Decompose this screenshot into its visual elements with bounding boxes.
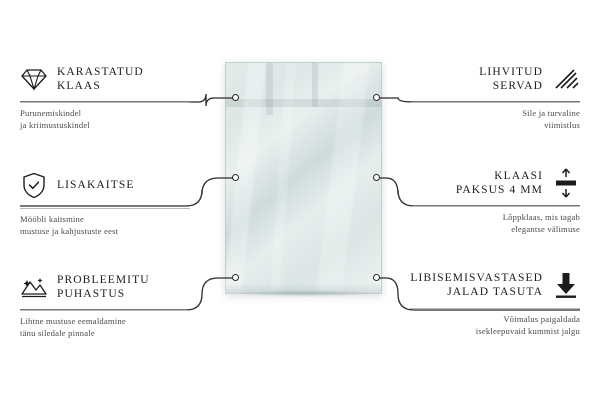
feature-title — [410, 271, 543, 299]
node-dot-karastatud-klaas — [232, 94, 239, 101]
feature-title-line1: LISAKAITSE — [57, 179, 135, 191]
feature-divider — [20, 102, 190, 103]
feature-description — [20, 214, 190, 237]
feature-desc-line2: isekleepuvaid kummist jalgu — [475, 325, 580, 336]
feature-desc-line1: Purunemiskindel — [20, 108, 82, 118]
node-dot-klaasi-paksus — [373, 174, 380, 181]
feature-header — [410, 62, 580, 96]
feature-desc-line2: elegantse välimuse — [511, 223, 580, 234]
feature-lihvitud-servad — [410, 62, 580, 131]
feature-desc-line1: Sile ja turvaline — [522, 108, 580, 118]
feature-header — [20, 270, 190, 304]
feature-title-line1: KARASTATUD — [57, 66, 144, 78]
feature-title-line1: LIBISEMISVASTASED — [410, 272, 543, 284]
feature-desc-line2: tänu siledale pinnale — [20, 327, 95, 338]
beveled-edge-icon — [552, 64, 580, 94]
node-dot-lihvitud-servad — [373, 94, 380, 101]
feature-header — [20, 168, 190, 202]
feature-divider — [410, 102, 580, 103]
feature-divider — [20, 208, 190, 209]
feature-title-line2: KLAAS — [57, 80, 101, 92]
feature-title-line1: PROBLEEMITU — [57, 274, 150, 286]
shield-icon — [20, 170, 48, 200]
feature-description — [20, 316, 190, 339]
feature-title — [456, 169, 543, 197]
sparkle-cloth-icon — [20, 272, 48, 302]
feature-divider — [410, 206, 580, 207]
product-glass-panel — [225, 62, 382, 294]
feature-description — [410, 314, 580, 337]
feature-title-line1: KLAASI — [494, 170, 543, 182]
feature-divider — [410, 308, 580, 309]
feature-header — [410, 166, 580, 200]
feature-title — [57, 178, 134, 192]
feature-desc-line2: ja kriimustuskindel — [20, 119, 90, 130]
feature-probleemitu-puhastus — [20, 270, 190, 339]
feature-description — [410, 212, 580, 235]
glass-streak-3 — [316, 63, 370, 293]
feature-description — [20, 108, 190, 131]
feature-description — [410, 108, 580, 131]
feature-karastatud-klaas — [20, 62, 190, 131]
node-dot-libisemisvastased-jalad — [373, 274, 380, 281]
feature-klaasi-paksus — [410, 166, 580, 235]
feature-desc-line1: Mööbli kaitsmine — [20, 214, 85, 224]
glass-streak-2 — [270, 63, 296, 293]
feature-header — [410, 268, 580, 302]
feature-desc-line1: Lõppklaas, mis tagab — [502, 212, 580, 222]
down-arrow-pad-icon — [552, 270, 580, 300]
feature-title — [57, 65, 144, 93]
node-dot-probleemitu-puhastus — [232, 274, 239, 281]
product-drop-shadow — [236, 290, 376, 297]
feature-header — [20, 62, 190, 96]
feature-title-line2: SERVAD — [492, 80, 543, 92]
feature-desc-line1: Võimalus paigaldada — [503, 314, 580, 324]
feature-desc-line1: Lihtne mustuse eemaldamine — [20, 316, 126, 326]
feature-title — [57, 273, 150, 301]
diamond-icon — [20, 64, 48, 94]
feature-libisemisvastased-jalad — [410, 268, 580, 337]
feature-title-line2: PUHASTUS — [57, 288, 126, 300]
feature-desc-line2: mustuse ja kahjustuste eest — [20, 225, 119, 236]
glass-streak-1 — [224, 63, 266, 293]
feature-title — [479, 65, 543, 93]
feature-lisakaitse — [20, 168, 190, 237]
feature-divider — [20, 310, 190, 311]
node-dot-lisakaitse — [232, 174, 239, 181]
glass-reflection-vertical-1 — [266, 63, 273, 115]
feature-title-line2: PAKSUS 4 MM — [455, 184, 543, 196]
thickness-arrows-icon — [552, 168, 580, 198]
feature-title-line2: JALAD TASUTA — [447, 286, 543, 298]
feature-title-line1: LIHVITUD — [479, 66, 543, 78]
feature-desc-line2: viimistlus — [544, 119, 580, 130]
